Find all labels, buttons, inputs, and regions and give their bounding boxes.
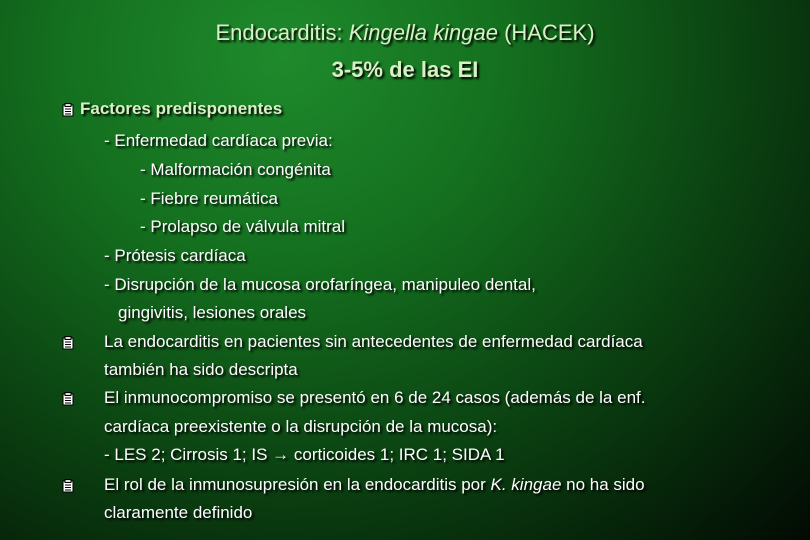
notepad-icon [62, 392, 75, 406]
malformacion-item: - Malformación congénita [140, 160, 331, 179]
factores-heading: Factores predisponentes [80, 99, 283, 118]
inmuno-line-2: cardíaca preexistente o la disrupción de la mucosa): [104, 417, 498, 436]
arrow-icon: → [272, 445, 290, 464]
rol-suffix: no ha sido [561, 475, 645, 494]
title-suffix: (HACEK) [497, 20, 595, 45]
enf-previa-item: - Enfermedad cardíaca previa: [104, 131, 333, 150]
endocarditis-line-1: La endocarditis en pacientes sin antecedentes de enfermedad cardíaca [104, 332, 643, 351]
rol-prefix: El rol de la inmunosupresión en la endocarditis por [104, 475, 491, 494]
les-line [104, 443, 505, 467]
rol-line-1 [104, 473, 645, 497]
title-organism: Kingella kingae [348, 20, 498, 45]
notepad-icon [62, 336, 75, 350]
slide-subtitle: 3-5% de las EI [331, 57, 479, 82]
protesis-item: - Prótesis cardíaca [104, 246, 246, 265]
rol-line-2: claramente definido [104, 503, 253, 522]
inmuno-line-1: El inmunocompromiso se presentó en 6 de 24 casos (además de la enf. [104, 388, 646, 407]
slide-title [0, 18, 810, 48]
fiebre-item: - Fiebre reumática [140, 189, 278, 208]
title-prefix: Endocarditis: [215, 20, 349, 45]
endocarditis-line-2: también ha sido descripta [104, 360, 298, 379]
notepad-icon [62, 479, 75, 493]
rol-organism: K. kingae [490, 475, 562, 494]
les-suffix: corticoides 1; IRC 1; SIDA 1 [289, 445, 505, 464]
prolapso-item: - Prolapso de válvula mitral [140, 217, 346, 236]
les-prefix: - LES 2; Cirrosis 1; IS [104, 445, 273, 464]
notepad-icon [62, 103, 75, 117]
disrupcion-item: - Disrupción de la mucosa orofaríngea, manipuleo dental, [104, 275, 536, 294]
gingivitis-item: gingivitis, lesiones orales [118, 303, 307, 322]
